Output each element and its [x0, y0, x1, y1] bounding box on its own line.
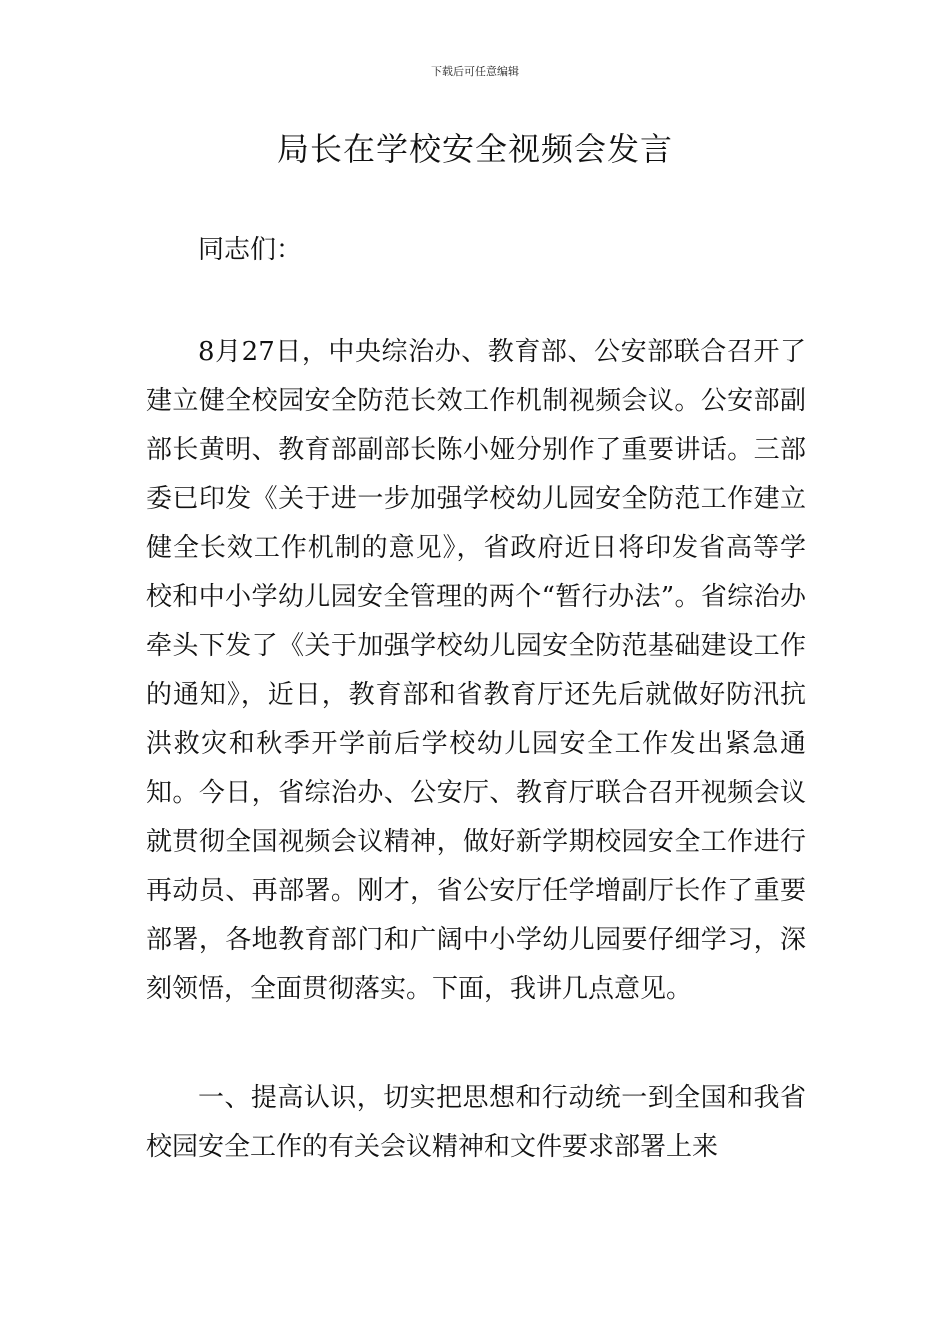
salutation: 同志们： — [198, 235, 303, 265]
header-note: 下载后可任意编辑 — [431, 65, 519, 78]
document-title: 局长在学校安全视频会发言 — [276, 130, 673, 168]
body-paragraph: 8月27日，中央综治办、教育部、公安部联合召开了建立健全校园安全防范长效工作机制视频会议。公安部副部长黄明、教育部副部长陈小娅分别作了重要讲话。三部委已印发《关于进一步加强学校幼儿园安全防范工作建立健全长效工作机制的意见》，省政府近日将印发省高等学校和中小学幼儿园安全管理的两个“暂行办法”。省综治办牵头下发了《关于加强学校幼儿园安全防范基础建设工作的通知》，近日，教育部和省教育厅还先后就做好防汛抗洪救灾和秋季开学前后学校幼儿园安全工作发出紧急通知。今日，省综治办、公安厅、教育厅联合召开视频会议就贯彻全国视频会议精神，做好新学期校园安全工作进行再动员、再部署。刚才，省公安厅任学增副厅长作了重要部署，各地教育部门和广阔中小学幼儿园要仔细学习，深刻领悟，全面贯彻落实。下面，我讲几点意见。 — [146, 337, 806, 1004]
section-heading-paragraph: 一、提高认识，切实把思想和行动统一到全国和我省校园安全工作的有关会议精神和文件要求部署上来 — [146, 1083, 806, 1162]
